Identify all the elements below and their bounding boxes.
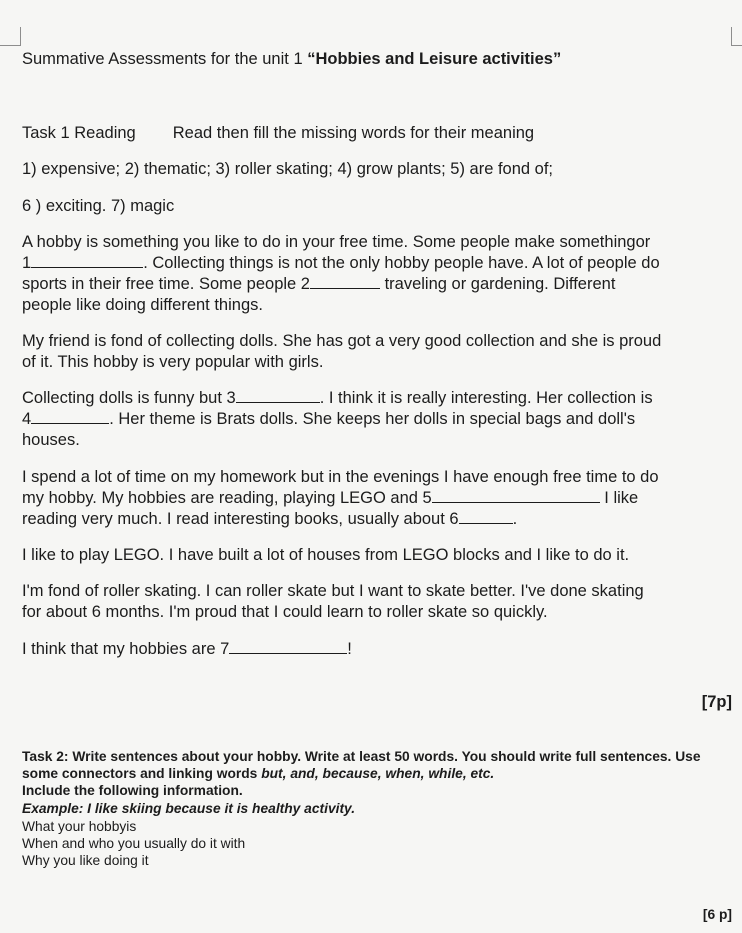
task1-label: Task 1 Reading [22,124,136,142]
page-corner-mark-left [0,27,21,46]
p1-line-2: 1 . Collecting things is not the only hobby people have. A lot of people do [22,254,660,272]
blank-1[interactable] [31,254,143,268]
blank-5[interactable] [432,489,600,503]
word-list-line-2: 6 ) exciting. 7) magic [22,197,175,215]
task1-instruction: Read then fill the missing words for their meaning [172,124,535,142]
p3-line-2: 4 . Her theme is Brats dolls. She keeps her dolls in special bags and doll's [22,410,636,428]
task2-item-3: Why you like doing it [22,853,149,868]
blank-2[interactable] [310,275,380,289]
blank-3[interactable] [236,389,320,403]
p1-line-4: people like doing different things. [22,296,263,314]
p6-line-1: I'm fond of roller skating. I can roller skate but I want to skate better. I've done skating [22,582,644,600]
p3-line-3: houses. [22,431,80,449]
task2-item-1: What your hobbyis [22,819,137,834]
page-corner-mark-right [731,27,742,46]
p7-line-1: I think that my hobbies are 7 ! [22,640,352,658]
document-title: Summative Assessments for the unit 1 “Hobbies and Leisure activities” [22,50,562,68]
p1-line-3: sports in their free time. Some people 2 traveling or gardening. Different [22,275,616,293]
task2-line-2: some connectors and linking words but, and, because, when, while, etc. [22,766,495,781]
word-list-line-1: 1) expensive; 2) thematic; 3) roller skating; 4) grow plants; 5) are fond of; [22,160,553,178]
p4-line-2: my hobby. My hobbies are reading, playing LEGO and 5 I like [22,489,639,507]
p3-line-1: Collecting dolls is funny but 3 . I think it is really interesting. Her collection is [22,389,653,407]
task2-item-2: When and who you usually do it with [22,836,246,851]
task1-heading [22,124,534,143]
task2-line-3: Include the following information. [22,783,243,798]
unit-name: “Hobbies and Leisure activities” [307,50,562,68]
p2-line-1: My friend is fond of collecting dolls. She has got a very good collection and she is proud [22,332,662,350]
p2-line-2: of it. This hobby is very popular with girls. [22,353,324,371]
blank-6[interactable] [459,510,513,524]
blank-7[interactable] [229,640,347,654]
p4-line-3: reading very much. I read interesting books, usually about 6 . [22,510,518,528]
blank-4[interactable] [31,410,109,424]
p5-line-1: I like to play LEGO. I have built a lot of houses from LEGO blocks and I like to do it. [22,546,630,564]
connector-examples: but, and, because, when, while, etc. [261,766,495,781]
task2-line-1: Task 2: Write sentences about your hobby. Write at least 50 words. You should write full sentences. Use [22,749,701,764]
task2-points: [6 p] [702,907,732,922]
p1-line-1: A hobby is something you like to do in your free time. Some people make somethingor [22,233,651,251]
p4-line-1: I spend a lot of time on my homework but in the evenings I have enough free time to do [22,468,659,486]
task2-example: Example: I like skiing because it is healthy activity. [22,801,356,816]
task1-points: [7p] [701,693,732,711]
p6-line-2: for about 6 months. I'm proud that I could learn to roller skate so quickly. [22,603,548,621]
